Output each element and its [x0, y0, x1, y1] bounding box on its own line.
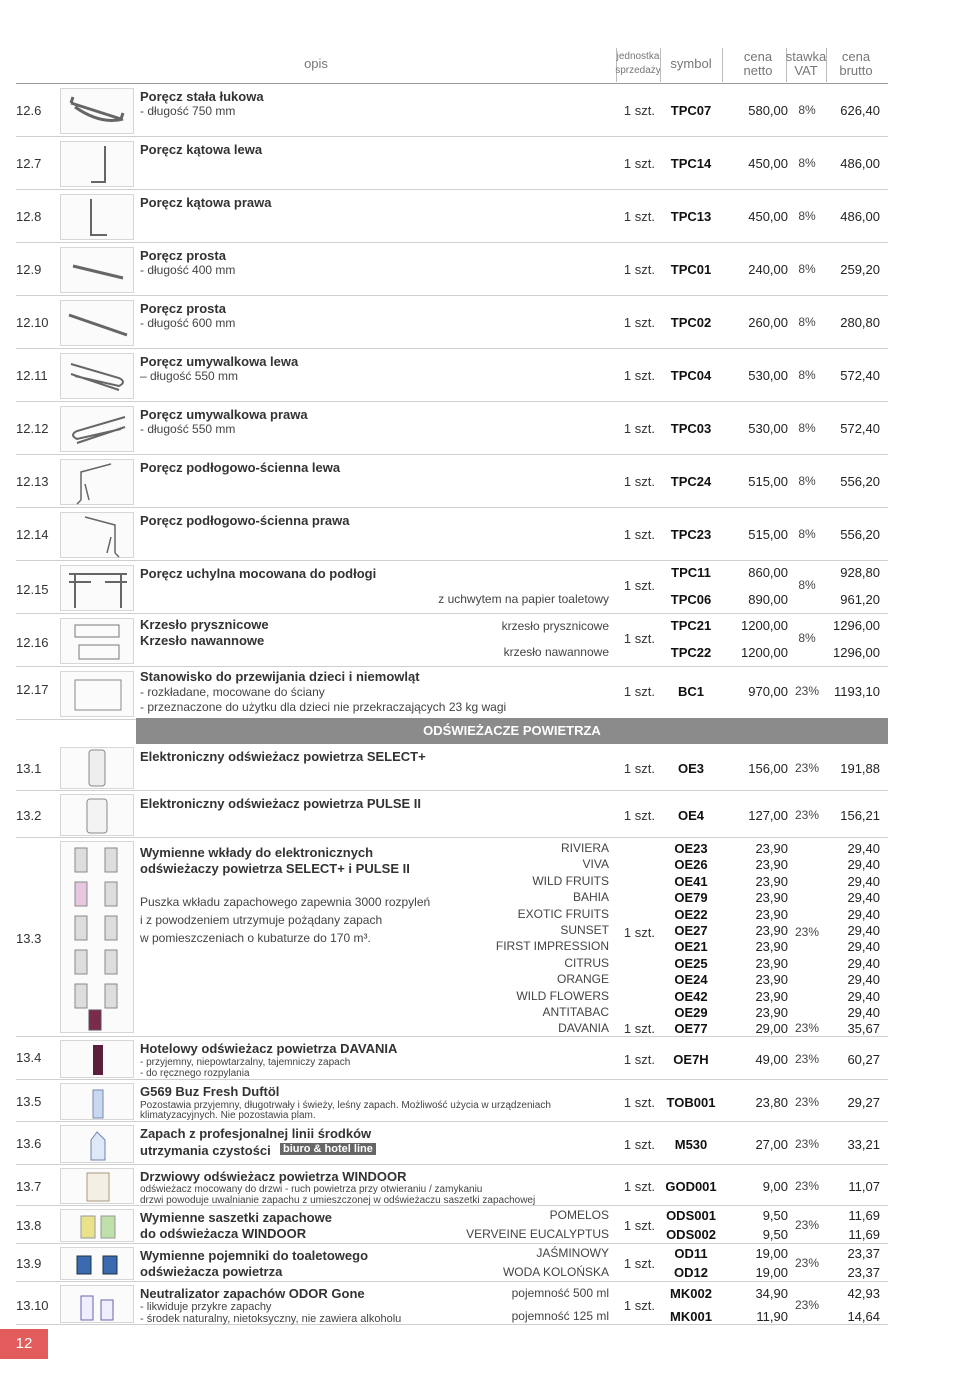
section-header: ODŚWIEŻACZE POWIETRZA — [136, 718, 888, 744]
table-row: 12.10 Poręcz prosta - długość 600 mm 1 szt. TPC02 260,00 8% 280,80 — [16, 297, 888, 349]
product-image — [60, 1285, 134, 1323]
product-image — [60, 300, 134, 346]
table-row: 12.11 Poręcz umywalkowa lewa – długość 550 mm 1 szt. TPC04 530,00 8% 572,40 — [16, 350, 888, 402]
table-row: 13.6 Zapach z profesjonalnej linii środków utrzymania czystości biuro & hotel line 1 szt. M530 27,00 23% 33,21 — [16, 1123, 888, 1165]
header-gross: cena brutto — [839, 49, 873, 78]
table-row: 13.7 Drzwiowy odświeżacz powietrza WINDOOR odświeżacz mocowany do drzwi - ruch powietrza przy otwieraniu / zamykaniu drzwi powoduje uwalnianie zapachu z umieszczonej w odświeżaczu saszetki zapachowej 1 szt. GOD001 9,00 23% 11,07 — [16, 1166, 888, 1206]
product-image — [60, 747, 134, 789]
table-row: 12.17 Stanowisko do przewijania dzieci i niemowląt - rozkładane, mocowane do ściany - przeznaczone do użytku dla dzieci nie przekraczających 23 kg wagi 1 szt. BC1 970,00 23% 1193,10 — [16, 668, 888, 720]
page-number: 12 — [0, 1329, 48, 1359]
product-image — [60, 512, 134, 558]
product-image — [60, 353, 134, 399]
product-image — [60, 671, 134, 717]
product-image — [60, 565, 134, 611]
table-row: 13.2 Elektroniczny odświeżacz powietrza PULSE II 1 szt. OE4 127,00 23% 156,21 — [16, 792, 888, 838]
table-row: 12.16 Krzesło prysznicowe Krzesło nawannowe krzesło prysznicowe krzesło nawannowe 1 szt. TPC21 1200,00 1296,00 TPC22 1200,00 1296,00 8% — [16, 615, 888, 667]
table-row: 13.3 Wymienne wkłady do elektronicznych odświeżaczy powietrza SELECT+ i PULSE II Puszka wkładu zapachowego zapewnia 3000 rozpyleń i z powodzeniem utrzymuje pożądany zapach w pomieszczeniach o kubaturze do 170 m³. 1 szt. 23% RIVIERA OE23 23,90 29,40 VIVA OE26 23,90 29,40 WILD FRUITS OE41 23,90 29,40 BAHIA OE79 23,90 29,40 EXOTIC FRUITS OE22 23,90 29,40 SUNSET OE27 23,90 29,40 FIRST IMPRESSION OE21 23,90 29,40 CITRUS OE25 23,90 29,40 ORANGE OE24 23,90 29,40 WILD FLOWERS OE42 23,90 29,40 ANTITABAC OE29 23,90 29,40 DAVANIA 1 szt. OE77 29,00 23% 35,67 — [16, 839, 888, 1037]
table-row: 13.5 G569 Buz Fresh Duftöl Pozostawia przyjemny, długotrwały i świeży, leśny zapach. Możliwość użycia w urządzeniach klimatyzacyjnych. Nie pozostawia plam. 1 szt. TOB001 23,80 23% 29,27 — [16, 1081, 888, 1122]
product-image — [60, 141, 134, 187]
header-desc: opis — [304, 56, 328, 71]
header-vat: stawka VAT — [785, 49, 827, 78]
product-image — [60, 1168, 134, 1204]
product-image — [60, 794, 134, 836]
product-image — [60, 88, 134, 134]
table-row: 13.8 Wymienne saszetki zapachowe do odświeżacza WINDOOR POMELOS VERVEINE EUCALYPTUS 1 szt. ODS001 9,50 11,69 ODS002 9,50 11,69 23% — [16, 1207, 888, 1244]
product-image — [60, 1125, 134, 1163]
product-image — [60, 1083, 134, 1120]
brand-logo: biuro & hotel line — [280, 1143, 376, 1155]
product-image — [60, 406, 134, 452]
table-row: 12.13 Poręcz podłogowo-ścienna lewa 1 szt. TPC24 515,00 8% 556,20 — [16, 456, 888, 508]
product-image — [60, 618, 134, 664]
product-image — [60, 841, 134, 1033]
table-row: 13.1 Elektroniczny odświeżacz powietrza SELECT+ 1 szt. OE3 156,00 23% 191,88 — [16, 745, 888, 791]
product-image — [60, 459, 134, 505]
table-row: 13.4 Hotelowy odświeżacz powietrza DAVANIA - przyjemny, niepowtarzalny, tajemniczy zapach - do ręcznego rozpylania 1 szt. OE7H 49,00 23% 60,27 — [16, 1038, 888, 1080]
table-header — [16, 44, 888, 84]
table-row: 12.6 Poręcz stała łukowa - długość 750 mm 1 szt. TPC07 580,00 8% 626,40 — [16, 85, 888, 137]
product-image — [60, 1247, 134, 1280]
header-symbol: symbol — [670, 56, 712, 71]
header-net: cena netto — [743, 49, 773, 78]
product-image — [60, 247, 134, 293]
product-image — [60, 1040, 134, 1078]
product-image — [60, 1209, 134, 1242]
table-row: 12.12 Poręcz umywalkowa prawa - długość 550 mm 1 szt. TPC03 530,00 8% 572,40 — [16, 403, 888, 455]
table-row: 12.15 Poręcz uchylna mocowana do podłogi z uchwytem na papier toaletowy 1 szt. TPC11 860,00 928,80 TPC06 890,00 961,20 8% — [16, 562, 888, 614]
table-row: 13.9 Wymienne pojemniki do toaletowego odświeżacza powietrza JAŚMINOWY WODA KOLOŃSKA 1 szt. OD11 19,00 23,37 OD12 19,00 23,37 23% — [16, 1245, 888, 1282]
table-row: 12.9 Poręcz prosta - długość 400 mm 1 szt. TPC01 240,00 8% 259,20 — [16, 244, 888, 296]
table-row: 12.8 Poręcz kątowa prawa 1 szt. TPC13 450,00 8% 486,00 — [16, 191, 888, 243]
product-image — [60, 194, 134, 240]
table-row: 12.7 Poręcz kątowa lewa 1 szt. TPC14 450,00 8% 486,00 — [16, 138, 888, 190]
table-row: 12.14 Poręcz podłogowo-ścienna prawa 1 szt. TPC23 515,00 8% 556,20 — [16, 509, 888, 561]
table-row: 13.10 Neutralizator zapachów ODOR Gone - likwiduje przykre zapachy - środek naturalny, nietoksyczny, nie zawiera alkoholu pojemność 500 ml pojemność 125 ml 1 szt. MK002 34,90 42,93 MK001 11,90 14,64 23% — [16, 1283, 888, 1325]
header-unit: jednostka sprzedaży — [615, 51, 661, 76]
